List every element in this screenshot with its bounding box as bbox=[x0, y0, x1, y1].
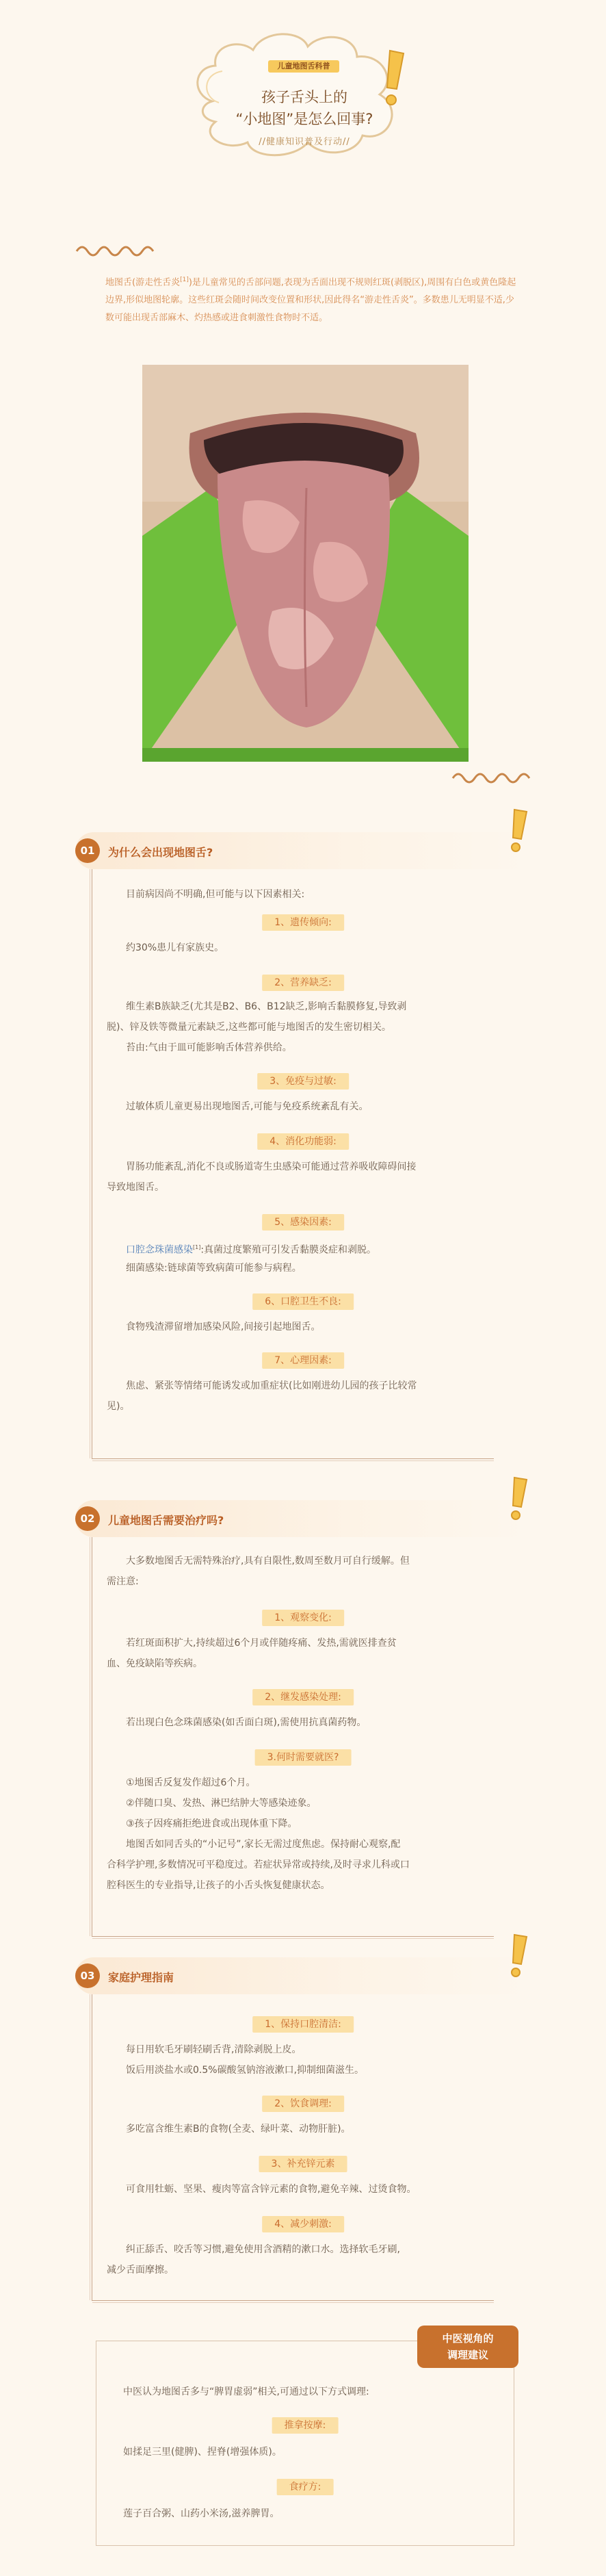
s1-chip-4: 4、消化功能弱: bbox=[257, 1133, 349, 1150]
s3-chip-2: 2、饮食调理: bbox=[262, 2096, 344, 2112]
wavy-divider-icon bbox=[75, 241, 157, 261]
section-title: 儿童地图舌需要治疗吗? bbox=[108, 1514, 224, 1527]
s1-lead: 目前病因尚不明确,但可能与以下因素相关: bbox=[126, 889, 305, 900]
intro-text-a: 地图舌(游走性舌炎 bbox=[105, 277, 181, 288]
s3-chip-3: 3、补充锌元素 bbox=[259, 2156, 347, 2172]
s3-chip-1: 1、保持口腔清洁: bbox=[252, 2016, 354, 2033]
section-header-3 bbox=[75, 1957, 531, 1994]
exclamation-icon bbox=[508, 1933, 531, 1981]
s2-text-3f: 腔科医生的专业指导,让孩子的小舌头恢复健康状态。 bbox=[107, 1880, 330, 1891]
exclamation-icon bbox=[508, 1476, 531, 1523]
header-badge: 儿童地图舌科普 bbox=[268, 60, 339, 73]
tcm-lead: 中医认为地图舌多与“脾胃虚弱”相关,可通过以下方式调理: bbox=[123, 2386, 369, 2397]
tcm-tab-line2: 调理建议 bbox=[447, 2349, 488, 2361]
tcm-chip-1: 推拿按摩: bbox=[272, 2417, 339, 2434]
tcm-tab bbox=[417, 2326, 518, 2368]
s2-text-3e: 合科学护理,多数情况可平稳度过。若症状异常或持续,及时寻求儿科或口 bbox=[107, 1859, 410, 1870]
s1-chip-6: 6、口腔卫生不良: bbox=[252, 1293, 354, 1310]
s3-text-3a: 可食用牡蛎、坚果、瘦肉等富含锌元素的食物,避免辛辣、过烫食物。 bbox=[126, 2184, 417, 2195]
s2-lead-a: 大多数地图舌无需特殊治疗,具有自限性,数周至数月可自行缓解。但 bbox=[126, 1556, 410, 1567]
s3-text-1b: 饭后用淡盐水或0.5%碳酸氢钠溶液漱口,抑制细菌滋生。 bbox=[116, 2065, 365, 2076]
s1-chip-1: 1、遗传倾向: bbox=[262, 914, 344, 931]
intro-paragraph bbox=[105, 271, 523, 327]
s3-text-2a: 多吃富含维生素B的食物(全麦、绿叶菜、动物肝脏)。 bbox=[126, 2124, 351, 2135]
s2-text-3a: ①地图舌反复发作超过6个月。 bbox=[126, 1777, 256, 1788]
page-title-line2: “小地图”是怎么回事? bbox=[235, 111, 373, 127]
s2-text-3c: ③孩子因疼痛拒绝进食或出现体重下降。 bbox=[126, 1818, 298, 1829]
s1-text-2c: 苔由:气由于皿可能影响舌体营养供给。 bbox=[116, 1042, 292, 1053]
section-number-badge: 01 bbox=[75, 838, 100, 863]
s1-chip-3: 3、免疫与过敏: bbox=[257, 1073, 349, 1090]
s1-text-2a: 维生素B族缺乏(尤其是B2、B6、B12缺乏,影响舌黏膜修复,导致剥 bbox=[126, 1001, 407, 1012]
section-header-2 bbox=[75, 1500, 531, 1537]
s2-lead-b: 需注意: bbox=[107, 1576, 139, 1587]
s1-text-4a: 胃肠功能紊乱,消化不良或肠道寄生虫感染可能通过营养吸收障碍间接 bbox=[126, 1161, 417, 1172]
s1-text-5a-rest: :真菌过度繁殖可引发舌黏膜炎症和剥脱。 bbox=[200, 1244, 377, 1256]
section-header-1 bbox=[75, 832, 531, 869]
s1-chip-2: 2、营养缺乏: bbox=[262, 975, 344, 991]
s1-text-3a: 过敏体质儿童更易出现地图舌,可能与免疫系统紊乱有关。 bbox=[126, 1101, 369, 1112]
section-number-badge: 03 bbox=[75, 1963, 100, 1988]
wavy-divider-icon bbox=[451, 768, 533, 788]
tcm-text-1: 如揉足三里(健脾)、捏脊(增强体质)。 bbox=[123, 2447, 282, 2458]
s3-text-1a: 每日用软毛牙刷轻刷舌背,清除剥脱上皮。 bbox=[126, 2044, 302, 2055]
exclamation-icon bbox=[380, 48, 410, 110]
s2-text-1a: 若红斑面积扩大,持续超过6个月或伴随疼痛、发热,需就医排查贫 bbox=[126, 1638, 397, 1649]
section-number-badge: 02 bbox=[75, 1506, 100, 1531]
tcm-chip-2: 食疗方: bbox=[277, 2479, 334, 2495]
s3-chip-4: 4、减少刺激: bbox=[262, 2216, 344, 2232]
tcm-text-2: 莲子百合粥、山药小米汤,滋养脾胃。 bbox=[123, 2508, 280, 2519]
s1-text-7b: 见)。 bbox=[107, 1401, 130, 1412]
footnote-ref[interactable]: [1] bbox=[193, 1244, 201, 1250]
s1-text-7a: 焦虑、紧张等情绪可能诱发或加重症状(比如刚进幼儿园的孩子比较常 bbox=[126, 1380, 417, 1391]
candida-link[interactable]: 口腔念珠菌感染 bbox=[126, 1244, 193, 1256]
s1-text-5a bbox=[126, 1237, 376, 1261]
s1-chip-5: 5、感染因素: bbox=[262, 1214, 344, 1231]
tongue-photo bbox=[142, 365, 469, 762]
s2-text-2a: 若出现白色念珠菌感染(如舌面白斑),需使用抗真菌药物。 bbox=[126, 1717, 367, 1728]
intro-footnote[interactable]: [1] bbox=[180, 276, 189, 283]
tongue-photo-illustration bbox=[142, 365, 469, 762]
section-title: 为什么会出现地图舌? bbox=[108, 846, 213, 859]
s2-chip-1: 1、观察变化: bbox=[262, 1610, 344, 1626]
section-title: 家庭护理指南 bbox=[108, 1971, 174, 1984]
page-subtitle: //健康知识普及行动// bbox=[259, 137, 350, 147]
exclamation-icon bbox=[508, 808, 531, 855]
s3-text-4b: 减少舌面摩擦。 bbox=[107, 2265, 174, 2276]
intro-text-b: )是儿童常见的舌部问题,表现为舌面出现不规则红斑(剥脱区),周围有白色或黄色隆起边界,形似地图轮廓。这些红斑会随时间改变位置和形状,因此得名“游走性舌炎”。多数患儿无明显不适,少数可能出现舌部麻木、灼热感或进食刺激性食物时不适。 bbox=[105, 277, 516, 324]
s2-text-3d: 地图舌如同舌头的“小记号”,家长无需过度焦虑。保持耐心观察,配 bbox=[116, 1839, 401, 1850]
s1-text-6a: 食物残渣滞留增加感染风险,间接引起地图舌。 bbox=[126, 1322, 321, 1332]
s2-chip-3: 3.何时需要就医? bbox=[255, 1749, 352, 1766]
s1-text-1a: 约30%患儿有家族史。 bbox=[126, 942, 224, 953]
tcm-tab-line1: 中医视角的 bbox=[442, 2332, 494, 2345]
s3-text-4a: 纠正舔舌、咬舌等习惯,避免使用含酒精的漱口水。选择软毛牙刷, bbox=[126, 2244, 400, 2255]
s1-text-2b: 脱)、锌及铁等微量元素缺乏,这些都可能与地图舌的发生密切相关。 bbox=[107, 1022, 391, 1033]
s1-text-4b: 导致地图舌。 bbox=[107, 1182, 164, 1193]
s2-chip-2: 2、继发感染处理: bbox=[252, 1689, 354, 1705]
s1-chip-7: 7、心理因素: bbox=[262, 1352, 344, 1369]
s1-text-5b: 细菌感染:链球菌等致病菌可能参与病程。 bbox=[116, 1263, 302, 1274]
s2-text-1b: 血、免疫缺陷等疾病。 bbox=[107, 1658, 202, 1669]
page-title-line1: 孩子舌头上的 bbox=[261, 89, 347, 105]
header bbox=[0, 0, 606, 205]
s2-text-3b: ②伴随口臭、发热、淋巴结肿大等感染迹象。 bbox=[126, 1798, 317, 1809]
